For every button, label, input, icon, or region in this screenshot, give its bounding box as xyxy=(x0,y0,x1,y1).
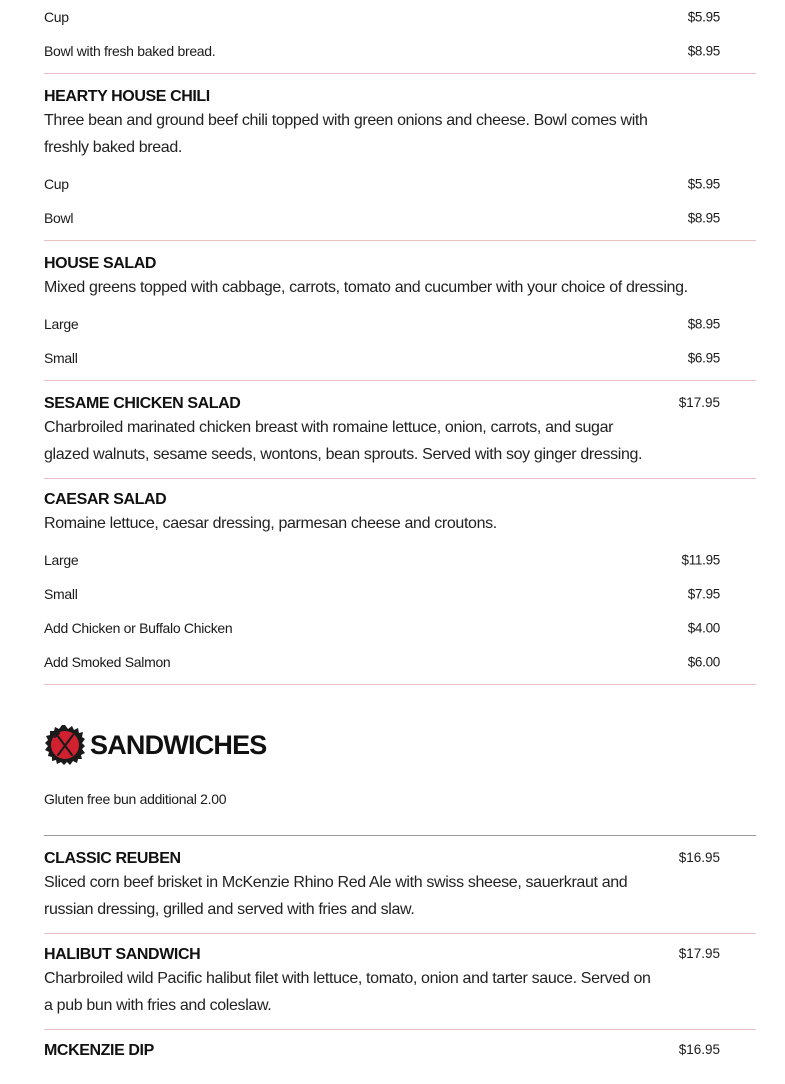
item-description: Sliced corn beef brisket in McKenzie Rhino Red Ale with swiss sheese, sauerkraut and russian dressing, grilled and served with fries and slaw. xyxy=(44,874,628,918)
option-label: Add Chicken or Buffalo Chicken xyxy=(44,620,233,636)
option-row xyxy=(44,645,756,679)
item-header xyxy=(44,850,756,868)
option-price: $6.00 xyxy=(687,654,720,670)
item-title: SESAME CHICKEN SALAD xyxy=(44,395,241,412)
item-description: Charbroiled wild Pacific halibut filet with lettuce, tomato, onion and tarter sauce. Served on a pub bun with fries and coleslaw. xyxy=(44,970,651,1014)
option-price: $8.95 xyxy=(687,316,720,332)
option-price: $11.95 xyxy=(681,552,720,568)
item-header xyxy=(44,946,756,964)
item-title: HALIBUT SANDWICH xyxy=(44,946,201,963)
option-row xyxy=(44,34,756,68)
option-row xyxy=(44,577,756,611)
option-row xyxy=(44,341,756,375)
option-label: Bowl with fresh baked bread. xyxy=(44,43,216,59)
item-header xyxy=(44,395,756,413)
menu-item-house-salad xyxy=(44,241,756,381)
item-price: $17.95 xyxy=(678,946,720,961)
option-price: $5.95 xyxy=(687,176,720,192)
item-title: MCKENZIE DIP xyxy=(44,1042,154,1059)
item-price: $17.95 xyxy=(678,395,720,410)
menu-item-caesar-salad xyxy=(44,479,756,685)
option-label: Small xyxy=(44,586,78,602)
item-title: HEARTY HOUSE CHILI xyxy=(44,88,210,105)
item-title: CLASSIC REUBEN xyxy=(44,850,181,867)
option-price: $7.95 xyxy=(687,586,720,602)
option-label: Large xyxy=(44,316,79,332)
item-description: Charbroiled marinated chicken breast with romaine lettuce, onion, carrots, and sugar glazed walnuts, sesame seeds, wontons, bean sprouts. Served with soy ginger dressing. xyxy=(44,419,643,463)
option-label: Small xyxy=(44,350,78,366)
option-price: $6.95 xyxy=(687,350,720,366)
item-description: Romaine lettuce, caesar dressing, parmesan cheese and croutons. xyxy=(44,515,497,532)
option-price: $8.95 xyxy=(687,43,720,59)
option-row xyxy=(44,307,756,341)
option-row xyxy=(44,611,756,645)
option-label: Cup xyxy=(44,176,69,192)
section-header-sandwiches xyxy=(44,719,756,771)
item-title: CAESAR SALAD xyxy=(44,491,167,508)
menu-item-chili xyxy=(44,74,756,241)
item-description: Mixed greens topped with cabbage, carrots, tomato and cucumber with your choice of dressing. xyxy=(44,279,688,296)
item-header xyxy=(44,255,756,273)
option-label: Cup xyxy=(44,9,69,25)
item-title: HOUSE SALAD xyxy=(44,255,157,272)
option-price: $4.00 xyxy=(687,620,720,636)
item-price: $16.95 xyxy=(678,850,720,865)
option-row xyxy=(44,543,756,577)
option-label: Large xyxy=(44,552,79,568)
option-row xyxy=(44,201,756,235)
menu-item-classic-reuben xyxy=(44,836,756,934)
menu-item-mckenzie-dip xyxy=(44,1030,756,1060)
option-price: $5.95 xyxy=(687,9,720,25)
menu-item-halibut-sandwich xyxy=(44,934,756,1030)
option-label: Add Smoked Salmon xyxy=(44,654,171,670)
menu-item-sesame-chicken-salad xyxy=(44,381,756,479)
option-row xyxy=(44,167,756,201)
item-header xyxy=(44,1042,756,1060)
menu-item-soup xyxy=(44,0,756,74)
item-description: Three bean and ground beef chili topped with green onions and cheese. Bowl comes with freshly baked bread. xyxy=(44,112,648,156)
item-price: $16.95 xyxy=(678,1042,720,1057)
option-label: Bowl xyxy=(44,210,74,226)
option-price: $8.95 xyxy=(687,210,720,226)
menu-page xyxy=(44,0,756,1060)
option-row xyxy=(44,0,756,34)
section-title: SANDWICHES xyxy=(90,729,267,760)
section-note: Gluten free bun additional 2.00 xyxy=(44,791,227,807)
item-header xyxy=(44,491,756,509)
bottle-cap-utensils-icon xyxy=(44,724,86,766)
item-header xyxy=(44,88,756,106)
